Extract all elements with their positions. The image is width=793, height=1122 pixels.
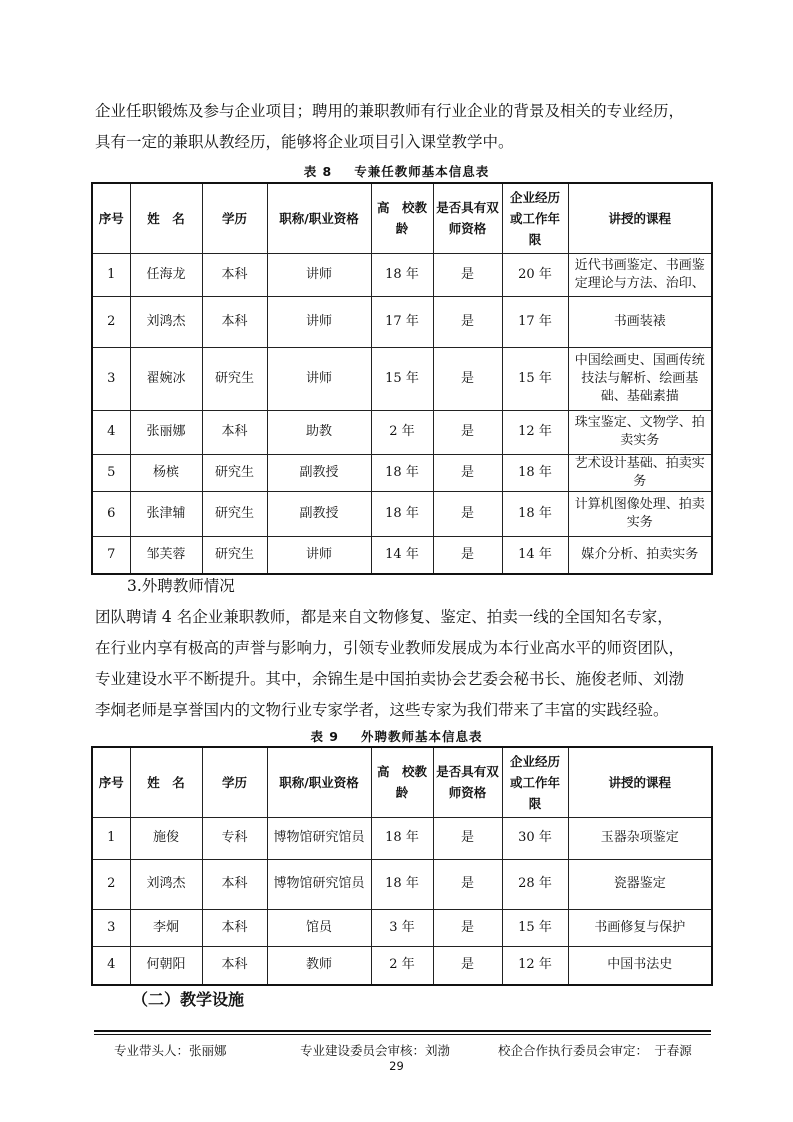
table-cell: 是 — [433, 536, 502, 574]
section3-heading: 3.外聘教师情况 — [127, 577, 235, 595]
table8-caption-number: 表 8 — [303, 164, 333, 179]
table-row — [92, 454, 712, 491]
table-cell: 杨槟 — [130, 454, 202, 491]
table-cell: 讲师 — [267, 347, 371, 410]
table-cell: 本科 — [202, 253, 267, 296]
table-cell: 本科 — [202, 946, 267, 985]
table-cell: 17 年 — [371, 296, 433, 347]
table-cell: 15 年 — [502, 347, 568, 410]
table-cell: 15 年 — [371, 347, 433, 410]
table-cell: 18 年 — [371, 817, 433, 859]
table-cell: 18 年 — [371, 454, 433, 491]
table-cell: 18 年 — [371, 859, 433, 909]
table-cell: 2 年 — [371, 946, 433, 985]
table-cell: 副教授 — [267, 491, 371, 536]
table-cell: 研究生 — [202, 491, 267, 536]
table-cell: 专科 — [202, 817, 267, 859]
table-cell: 2 — [92, 296, 130, 347]
table-cell: 本科 — [202, 410, 267, 454]
table-cell: 是 — [433, 253, 502, 296]
table-cell: 翟婉冰 — [130, 347, 202, 410]
table8-header: 姓 名 — [130, 183, 202, 253]
table8-header: 序号 — [92, 183, 130, 253]
table-cell: 刘鸿杰 — [130, 859, 202, 909]
table-cell: 15 年 — [502, 909, 568, 946]
table-cell: 李炯 — [130, 909, 202, 946]
table-cell: 18 年 — [371, 253, 433, 296]
intro-line-2: 具有一定的兼职从教经历，能够将企业项目引入课堂教学中。 — [95, 133, 514, 151]
table-cell: 本科 — [202, 859, 267, 909]
table-cell: 4 — [92, 946, 130, 985]
table-cell: 本科 — [202, 296, 267, 347]
table9-header: 企业经历或工作年限 — [502, 747, 568, 817]
table-cell: 施俊 — [130, 817, 202, 859]
table9-caption-title: 外聘教师基本信息表 — [361, 729, 483, 744]
table-cell: 中国书法史 — [568, 946, 712, 985]
table-cell: 18 年 — [502, 454, 568, 491]
table9-header: 高 校教龄 — [371, 747, 433, 817]
section3-line-4: 李炯老师是享誉国内的文物行业专家学者，这些专家为我们带来了丰富的实践经验。 — [95, 701, 669, 719]
table-cell: 本科 — [202, 909, 267, 946]
footer-leader: 专业带头人：张丽娜 — [114, 1043, 227, 1058]
table-cell: 2 年 — [371, 410, 433, 454]
section3-line-3: 专业建设水平不断提升。其中，余锦生是中国拍卖协会艺委会秘书长、施俊老师、刘渤 — [95, 670, 685, 688]
table-cell: 28 年 — [502, 859, 568, 909]
table-cell: 6 — [92, 491, 130, 536]
table-row — [92, 859, 712, 909]
table9-header-row — [92, 747, 712, 817]
table-cell: 珠宝鉴定、文物学、拍卖实务 — [568, 410, 712, 454]
table-cell: 助教 — [267, 410, 371, 454]
table8-header: 学历 — [202, 183, 267, 253]
table-cell: 计算机图像处理、拍卖实务 — [568, 491, 712, 536]
table-cell: 张津辅 — [130, 491, 202, 536]
table-cell: 12 年 — [502, 946, 568, 985]
table-cell: 3 — [92, 909, 130, 946]
table-cell: 4 — [92, 410, 130, 454]
table-row — [92, 296, 712, 347]
table-cell: 玉器杂项鉴定 — [568, 817, 712, 859]
table8-header: 职称/职业资格 — [267, 183, 371, 253]
table8-header: 讲授的课程 — [568, 183, 712, 253]
table-row — [92, 347, 712, 410]
table-cell: 18 年 — [371, 491, 433, 536]
table9-header: 是否具有双师资格 — [433, 747, 502, 817]
table-cell: 近代书画鉴定、书画鉴定理论与方法、治印、 — [568, 253, 712, 296]
table-cell: 7 — [92, 536, 130, 574]
table-cell: 5 — [92, 454, 130, 491]
table-cell: 1 — [92, 817, 130, 859]
table9-header: 姓 名 — [130, 747, 202, 817]
footer-committee: 专业建设委员会审核：刘渤 — [300, 1043, 451, 1058]
table-cell: 12 年 — [502, 410, 568, 454]
table-cell: 教师 — [267, 946, 371, 985]
footer-rule-thin — [94, 1034, 711, 1035]
table-cell: 张丽娜 — [130, 410, 202, 454]
table-cell: 研究生 — [202, 536, 267, 574]
page-number: 29 — [389, 1059, 404, 1073]
table9-header: 学历 — [202, 747, 267, 817]
table-cell: 1 — [92, 253, 130, 296]
table8-header-row — [92, 183, 712, 253]
section-title: （二）教学设施 — [132, 990, 245, 1009]
table-row — [92, 253, 712, 296]
intro-line-1: 企业任职锻炼及参与企业项目；聘用的兼职教师有行业企业的背景及相关的专业经历， — [95, 102, 685, 120]
table-row — [92, 410, 712, 454]
section3-line-1: 团队聘请 4 名企业兼职教师，都是来自文物修复、鉴定、拍卖一线的全国知名专家， — [95, 608, 673, 626]
table-cell: 3 年 — [371, 909, 433, 946]
table-cell: 是 — [433, 347, 502, 410]
table-cell: 14 年 — [371, 536, 433, 574]
table-cell: 是 — [433, 946, 502, 985]
table8-teachers — [91, 182, 713, 575]
table-cell: 讲师 — [267, 253, 371, 296]
table-cell: 副教授 — [267, 454, 371, 491]
table-cell: 是 — [433, 454, 502, 491]
table-cell: 18 年 — [502, 491, 568, 536]
table-row — [92, 817, 712, 859]
table-cell: 是 — [433, 909, 502, 946]
table-cell: 研究生 — [202, 454, 267, 491]
table-cell: 书画装裱 — [568, 296, 712, 347]
table-cell: 是 — [433, 410, 502, 454]
table9-external-teachers — [91, 746, 713, 986]
table-cell: 媒介分析、拍卖实务 — [568, 536, 712, 574]
table-cell: 中国绘画史、国画传统技法与解析、绘画基础、基础素描 — [568, 347, 712, 410]
table8-header: 是否具有双师资格 — [433, 183, 502, 253]
table9-header: 讲授的课程 — [568, 747, 712, 817]
table9-header: 职称/职业资格 — [267, 747, 371, 817]
table-cell: 20 年 — [502, 253, 568, 296]
table-cell: 是 — [433, 859, 502, 909]
table-cell: 2 — [92, 859, 130, 909]
footer-rule — [94, 1030, 711, 1032]
table-cell: 邹芙蓉 — [130, 536, 202, 574]
table-cell: 讲师 — [267, 296, 371, 347]
table9-header: 序号 — [92, 747, 130, 817]
table-cell: 何朝阳 — [130, 946, 202, 985]
table-cell: 17 年 — [502, 296, 568, 347]
table-cell: 研究生 — [202, 347, 267, 410]
footer-school: 校企合作执行委员会审定： 于春源 — [498, 1043, 692, 1058]
table8-header: 企业经历或工作年限 — [502, 183, 568, 253]
section3-line-2: 在行业内享有极高的声誉与影响力，引领专业教师发展成为本行业高水平的师资团队， — [95, 639, 685, 657]
table-cell: 是 — [433, 491, 502, 536]
table-cell: 讲师 — [267, 536, 371, 574]
table8-caption — [0, 162, 793, 180]
table-cell: 3 — [92, 347, 130, 410]
table-cell: 馆员 — [267, 909, 371, 946]
table9-caption-number: 表 9 — [310, 729, 340, 744]
table-cell: 博物馆研究馆员 — [267, 817, 371, 859]
table-cell: 是 — [433, 296, 502, 347]
table-cell: 博物馆研究馆员 — [267, 859, 371, 909]
table8-caption-title: 专兼任教师基本信息表 — [354, 164, 490, 179]
table-cell: 14 年 — [502, 536, 568, 574]
table-cell: 书画修复与保护 — [568, 909, 712, 946]
table-cell: 任海龙 — [130, 253, 202, 296]
table-row — [92, 946, 712, 985]
table-cell: 瓷器鉴定 — [568, 859, 712, 909]
table-cell: 是 — [433, 817, 502, 859]
table-row — [92, 536, 712, 574]
table-cell: 艺术设计基础、拍卖实务 — [568, 454, 712, 491]
table-cell: 30 年 — [502, 817, 568, 859]
table-row — [92, 909, 712, 946]
table-row — [92, 491, 712, 536]
table9-caption — [0, 727, 793, 745]
table8-header: 高 校教龄 — [371, 183, 433, 253]
table-cell: 刘鸿杰 — [130, 296, 202, 347]
